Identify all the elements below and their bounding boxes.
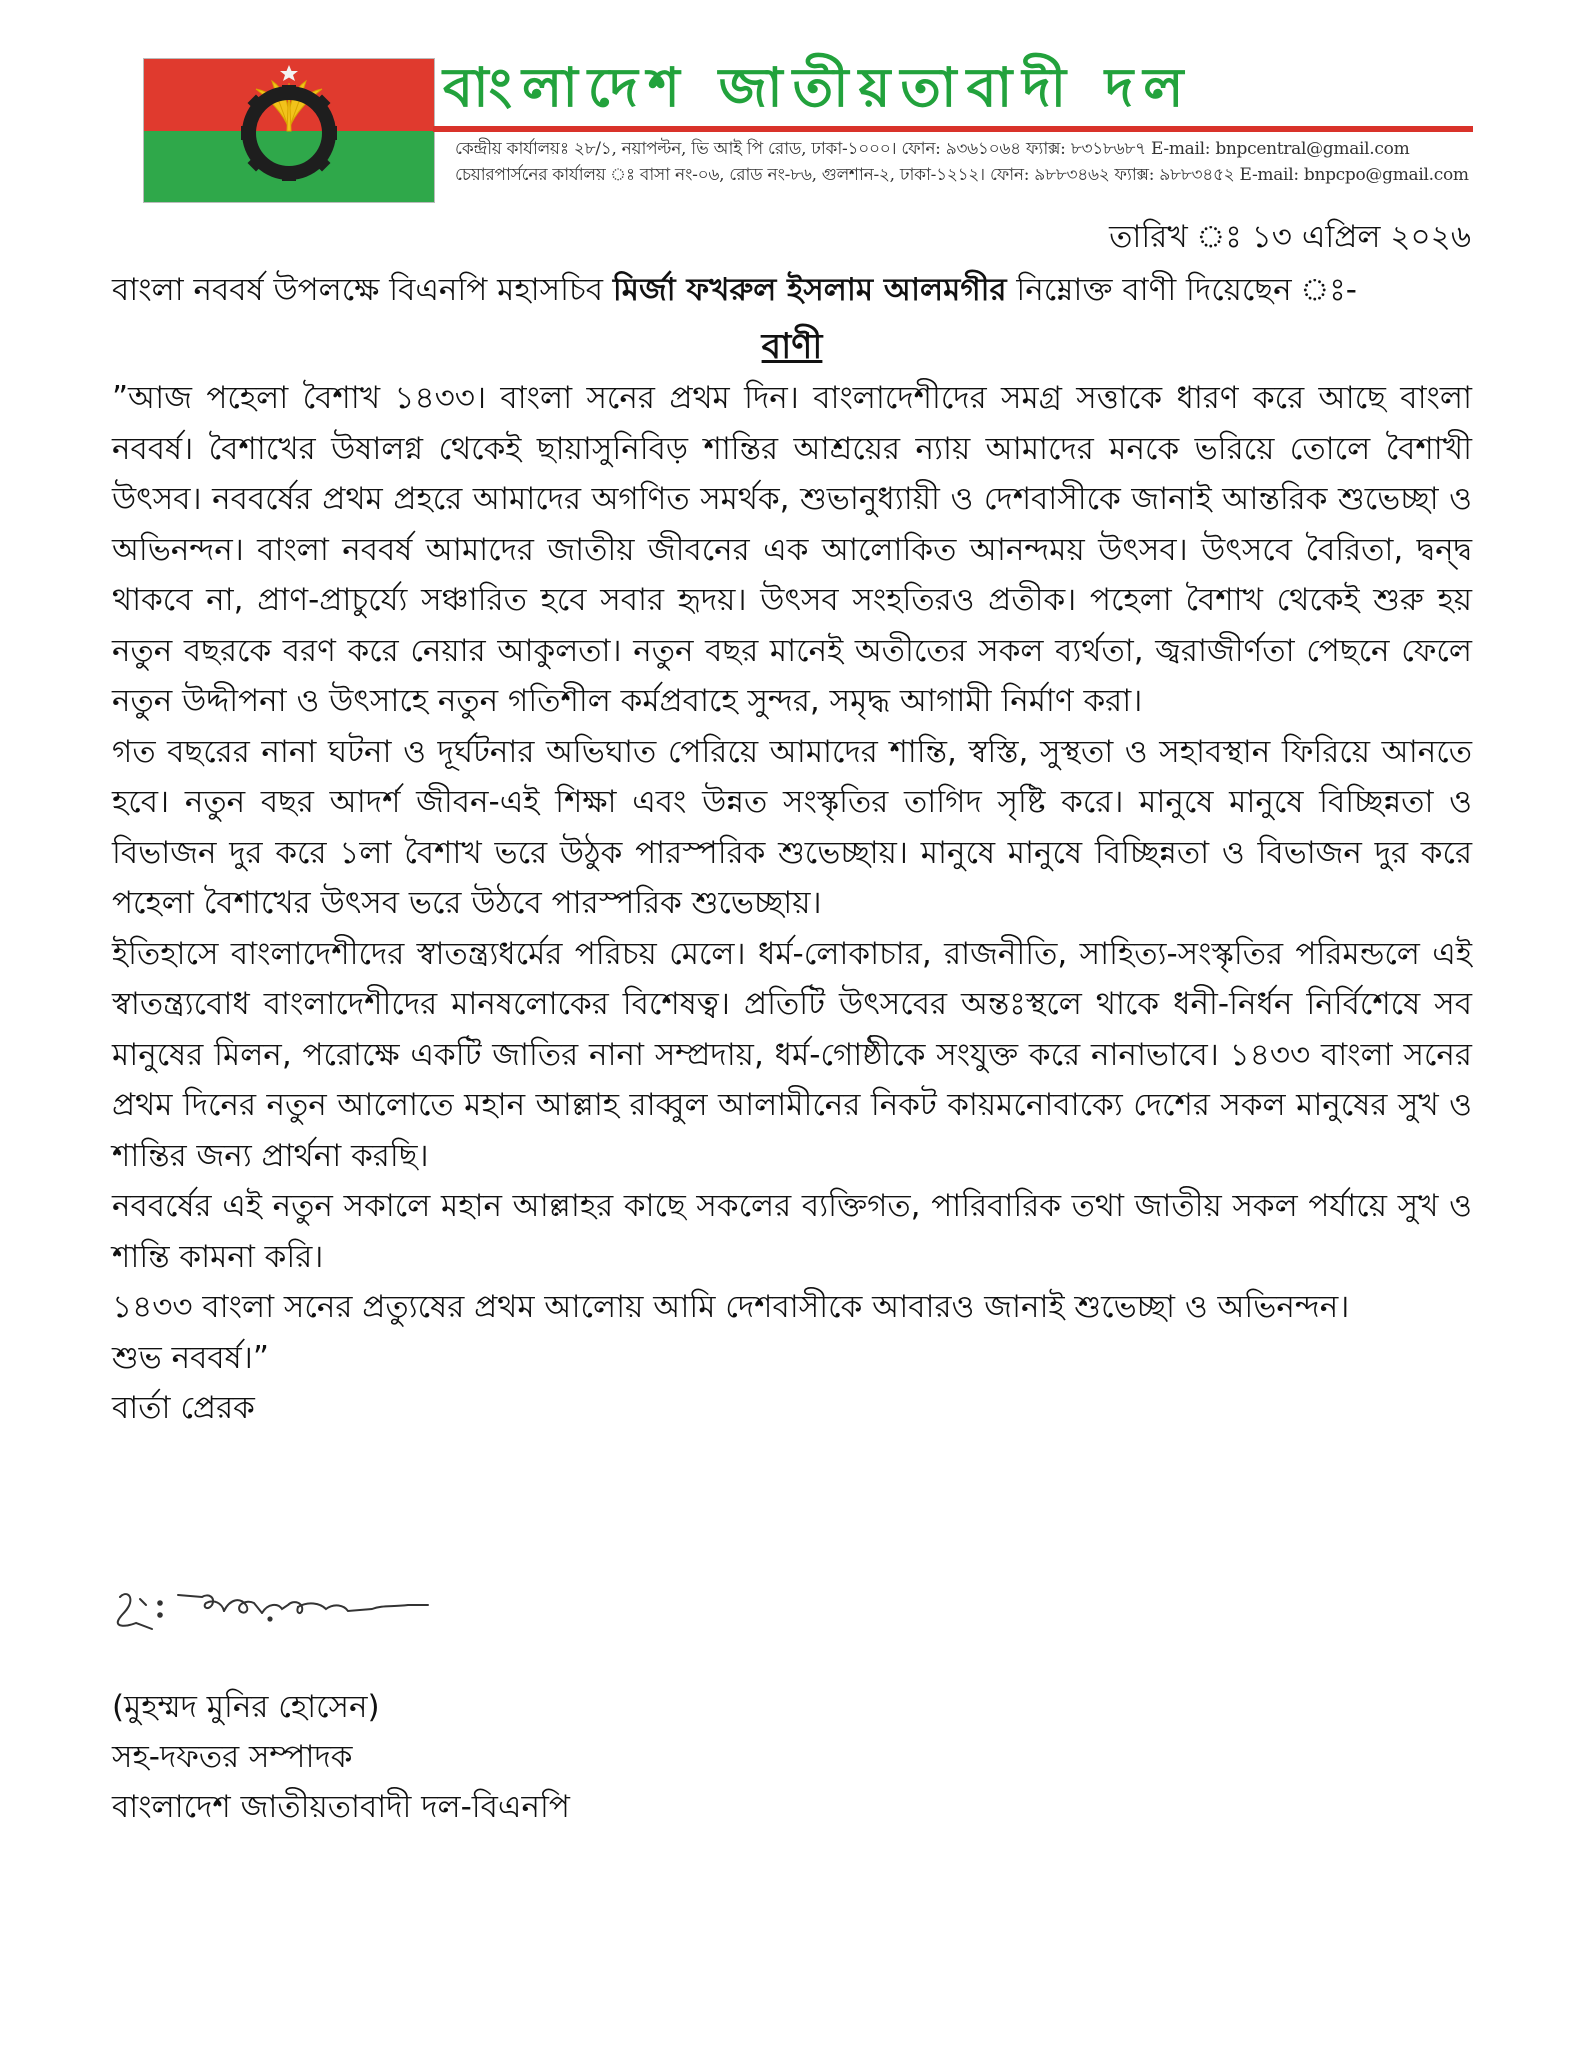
message-paragraph: শুভ নববর্ষ।”	[112, 1339, 269, 1376]
message-paragraph: গত বছরের নানা ঘটনা ও দূর্ঘটনার অভিঘাত পেরিয়ে আমাদের শান্তি, স্বস্তি, সুস্থতা ও সহাবস্থান ফিরিয়ে আনতে হবে। নতুন বছর আদর্শ জীবন-এই শিক্ষা এবং উন্নত সংস্কৃতির তাগিদ সৃষ্টি করে। মানুষে মানুষে বিচ্ছিন্নতা ও বিভাজন দুর করে ১লা বৈশাখ ভরে উঠুক পারস্পরিক শুভেচ্ছায়। মানুষে মানুষে বিচ্ছিন্নতা ও বিভাজন দুর করে পহেলা বৈশাখের উৎসব ভরে উঠবে পারস্পরিক শুভেচ্ছায়।	[112, 733, 1472, 921]
intro-line	[112, 265, 1472, 315]
bnp-flag-icon	[143, 58, 435, 203]
signatory-title: সহ-দফতর সম্পাদক	[112, 1739, 353, 1775]
message-paragraph: ১৪৩৩ বাংলা সনের প্রত্যুষের প্রথম আলোয় আমি দেশবাসীকে আবারও জানাই শুভেচ্ছা ও অভিনন্দন।	[112, 1289, 1350, 1325]
message-paragraph: নববর্ষের এই নতুন সকালে মহান আল্লাহর কাছে সকলের ব্যক্তিগত, পারিবারিক তথা জাতীয় সকল পর্যায়ে সুখ ও শান্তি কামনা করি।	[112, 1188, 1472, 1275]
sender-label: বার্তা প্রেরক	[112, 1390, 255, 1426]
party-name-title: বাংলাদেশ জাতীয়তাবাদী দল	[443, 56, 1194, 119]
intro-before: বাংলা নববর্ষ উপলক্ষে বিএনপি মহাসচিব	[112, 272, 613, 308]
letterhead	[143, 58, 1473, 201]
message-heading: বাণী	[761, 327, 823, 367]
message-body	[112, 265, 1472, 1433]
signatory-block	[112, 1682, 570, 1832]
chairperson-office-address: চেয়ারপার্সনের কার্যালয় ঃ বাসা নং-০৬, রোড নং-৮৬, গুলশান-২, ঢাকা-১২১২। ফোন: ৯৮৮৩৪৬২ ফ্যাক্স: ৯৮৮৩৪৫২ E-mail: bnpcpo@gmail.com	[455, 165, 1469, 185]
message-paragraph: ইতিহাসে বাংলাদেশীদের স্বাতন্ত্র্যধর্মের পরিচয় মেলে। ধর্ম-লোকাচার, রাজনীতি, সাহিত্য-সংস্কৃতির পরিমন্ডলে এই স্বাতন্ত্র্যবোধ বাংলাদেশীদের মানষলোকের বিশেষত্ব। প্রতিটি উৎসবের অন্তঃস্থলে থাকে ধনী-নির্ধন নির্বিশেষে সব মানুষের মিলন, পরোক্ষে একটি জাতির নানা সম্প্রদায়, ধর্ম-গোষ্ঠীকে সংযুক্ত করে নানাভাবে। ১৪৩৩ বাংলা সনের প্রথম দিনের নতুন আলোতে মহান আল্লাহ রাব্বুল আলামীনের নিকট কায়মনোবাক্যে দেশের সকল মানুষের সুখ ও শান্তির জন্য প্রার্থনা করছি।	[112, 935, 1472, 1174]
handwritten-signature-icon	[112, 1585, 432, 1640]
signatory-organization: বাংলাদেশ জাতীয়তাবাদী দল-বিএনপি	[112, 1789, 570, 1825]
intro-after: নিম্নোক্ত বাণী দিয়েছেন ঃ-	[1006, 272, 1357, 308]
signatory-name: (মুহম্মদ মুনির হোসেন)	[112, 1689, 380, 1725]
message-paragraph: ”আজ পহেলা বৈশাখ ১৪৩৩। বাংলা সনের প্রথম দিন। বাংলাদেশীদের সমগ্র সত্তাকে ধারণ করে আছে বাংলা নববর্ষ। বৈশাখের উষালগ্ন থেকেই ছায়াসুনিবিড় শান্তির আশ্রয়ের ন্যায় আমাদের মনকে ভরিয়ে তোলে বৈশাখী উৎসব। নববর্ষের প্রথম প্রহরে আমাদের অগণিত সমর্থক, শুভানুধ্যায়ী ও দেশবাসীকে জানাই আন্তরিক শুভেচ্ছা ও অভিনন্দন। বাংলা নববর্ষ আমাদের জাতীয় জীবনের এক আলোকিত আনন্দময় উৎসব। উৎসবে বৈরিতা, দ্বন্দ্ব থাকবে না, প্রাণ-প্রাচুর্য্যে সঞ্চারিত হবে সবার হৃদয়। উৎসব সংহতিরও প্রতীক। পহেলা বৈশাখ থেকেই শুরু হয় নতুন বছরকে বরণ করে নেয়ার আকুলতা। নতুন বছর মানেই অতীতের সকল ব্যর্থতা, জ্বরাজীর্ণতা পেছনে ফেলে নতুন উদ্দীপনা ও উৎসাহে নতুন গতিশীল কর্মপ্রবাহে সুন্দর, সমৃদ্ধ আগামী নির্মাণ করা।	[112, 380, 1472, 719]
paddy-cogwheel-emblem-icon	[144, 59, 434, 202]
header-divider	[433, 126, 1473, 132]
central-office-address: কেন্দ্রীয় কার্যালয়ঃ ২৮/১, নয়াপল্টন, ভি আই পি রোড, ঢাকা-১০০০। ফোন: ৯৩৬১০৬৪ ফ্যাক্স: ৮৩১৮৬৮৭ E-mail: bnpcentral@gmail.com	[455, 139, 1410, 159]
secretary-general-name: মির্জা ফখরুল ইসলাম আলমগীর	[612, 272, 1007, 308]
date-line: তারিখ ঃ ১৩ এপ্রিল ২০২৬	[1109, 219, 1471, 255]
